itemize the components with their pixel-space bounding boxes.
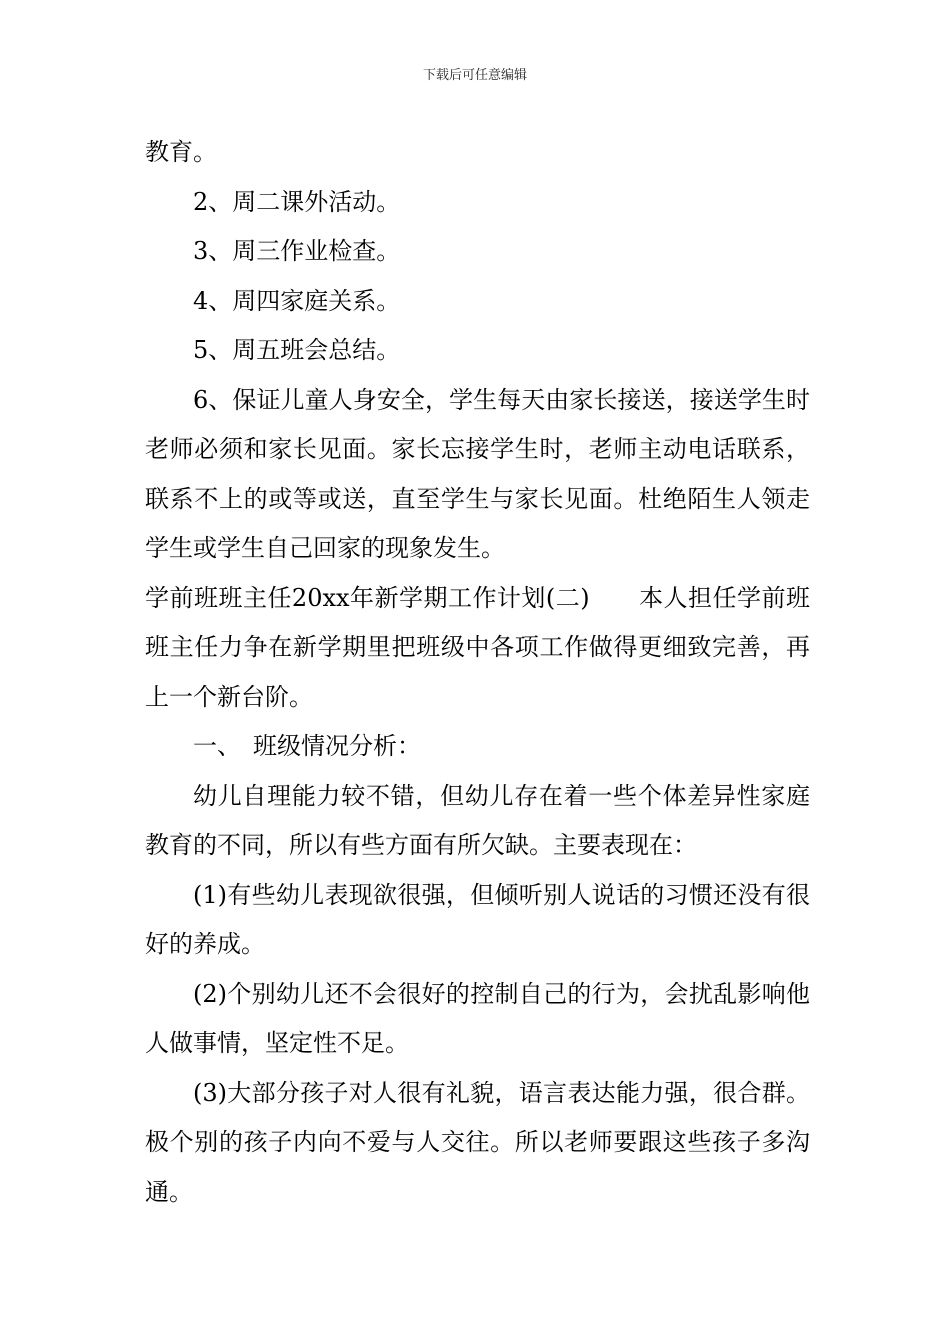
document-body [145,128,810,1217]
paragraph-2: 2、周二课外活动。 [193,187,401,216]
paragraph-3: 3、周三作业检查。 [193,237,401,265]
paragraph-6: 6、保证儿童人身安全，学生每天由家长接送，接送学生时老师必须和家长见面。家长忘接学生时，老师主动电话联系，联系不上的或等或送，直至学生与家长见面。杜绝陌生人领走学生或学生自己回家的现象发生。 [145,385,810,562]
paragraph-7: 学前班班主任20xx年新学期工作计划(二) 本人担任学前班班主任力争在新学期里把班级中各项工作做得更细致完善，再上一个新台阶。 [145,583,810,711]
paragraph-5: 5、周五班会总结。 [193,336,401,364]
paragraph-12: (3)大部分孩子对人很有礼貌，语言表达能力强，很合群。极个别的孩子内向不爱与人交往。所以老师要跟这些孩子多沟通。 [145,1078,810,1206]
paragraph-11: (2)个别幼儿还不会很好的控制自己的行为，会扰乱影响他人做事情，坚定性不足。 [145,979,810,1057]
page-header: 下载后可任意编辑 [422,68,527,83]
paragraph-4: 4、周四家庭关系。 [193,286,401,315]
section-heading: 一、 班级情况分析： [193,732,421,760]
paragraph-9: 幼儿自理能力较不错，但幼儿存在着一些个体差异性家庭教育的不同，所以有些方面有所欠缺。主要表现在： [145,781,810,859]
paragraph-1: 教育。 [145,138,217,166]
paragraph-10: (1)有些幼儿表现欲很强，但倾听别人说话的习惯还没有很好的养成。 [145,880,810,958]
